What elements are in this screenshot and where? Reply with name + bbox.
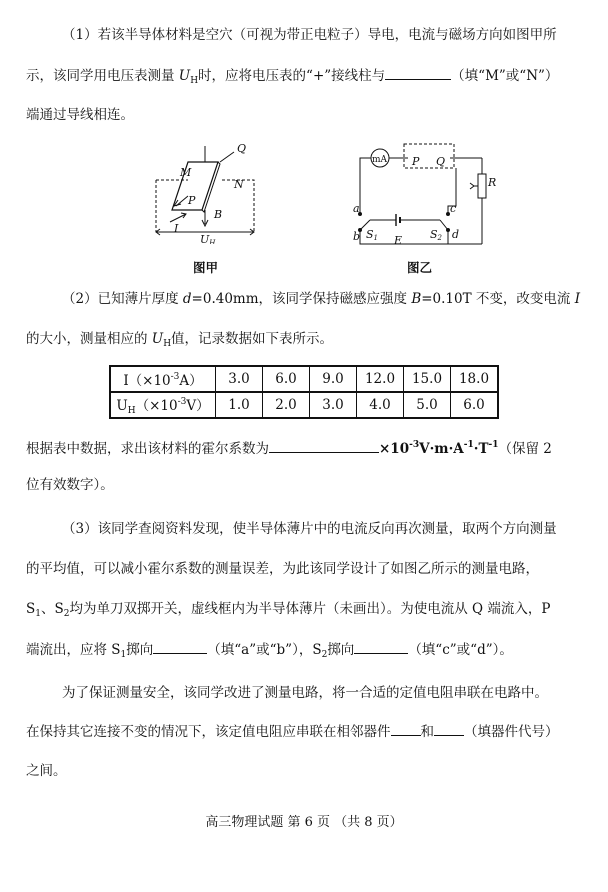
q3-line1: （3）该同学查阅资料发现，使半导体薄片中的电流反向再次测量，取两个方向测量 bbox=[62, 521, 557, 537]
label-b: B bbox=[214, 208, 223, 221]
q3-line5: 为了保证测量安全，该同学改进了测量电路，将一合适的定值电阻串联在电路中。 bbox=[62, 685, 548, 701]
figure-yi-caption: 图乙 bbox=[407, 260, 433, 275]
q1-line2: 示，该同学用电压表测量 $U_H$时，应将电压表的“+”接线柱与 （填“M”或“N”） bbox=[26, 68, 559, 86]
label-q: Q bbox=[237, 142, 247, 155]
q2-line1: （2）已知薄片厚度 d=0.40mm，该同学保持磁感应强度 B=0.10T 不变，改变电流 I bbox=[62, 291, 581, 307]
table-cell: 4.0 bbox=[357, 392, 404, 418]
table-row bbox=[110, 366, 498, 392]
figure-jia bbox=[148, 140, 266, 244]
table-cell: 6.0 bbox=[263, 366, 310, 392]
answer-blank-q2 bbox=[269, 439, 379, 453]
q1-line3: 端通过导线相连。 bbox=[26, 107, 134, 123]
label-s1: S1 bbox=[366, 228, 379, 242]
q3-line7: 之间。 bbox=[26, 763, 67, 779]
table-cell: 2.0 bbox=[263, 392, 310, 418]
answer-blank-q1 bbox=[385, 66, 451, 80]
table-row bbox=[110, 392, 498, 418]
figure-yi bbox=[352, 140, 496, 252]
data-table bbox=[109, 365, 499, 419]
table-cell: 3.0 bbox=[216, 366, 263, 392]
table-cell: 15.0 bbox=[404, 366, 451, 392]
q2-line3: 根据表中数据，求出该材料的霍尔系数为 $\times 10^{-3}V\cdot m\cdot A^{-1}\cdot T^{-1}$（保留 2 bbox=[26, 440, 552, 457]
label-m: M bbox=[180, 166, 192, 179]
q2-line4: 位有效数字）。 bbox=[26, 477, 114, 493]
table-header-cell: $I(\times 10^{-3}A)$ bbox=[110, 366, 216, 392]
label-ma: mA bbox=[372, 155, 388, 165]
label-s2: S2 bbox=[430, 228, 443, 242]
q3-line2: 的平均值，可以减小霍尔系数的测量误差，为此该同学设计了如图乙所示的测量电路， bbox=[26, 561, 539, 577]
label-uh: UH bbox=[200, 233, 216, 244]
label-n: N bbox=[234, 178, 244, 191]
table-header-cell: $U_H(\times 10^{-3}V)$ bbox=[110, 392, 216, 418]
table-cell: 5.0 bbox=[404, 392, 451, 418]
page-footer: 高三物理试题 第 6 页 （共 8 页） bbox=[205, 815, 403, 830]
q3-line6: 在保持其它连接不变的情况下，该定值电阻应串联在相邻器件 和 （填器件代号） bbox=[26, 724, 559, 740]
table-cell: 6.0 bbox=[451, 392, 499, 418]
table-cell: 18.0 bbox=[451, 366, 499, 392]
label-c: c bbox=[450, 202, 457, 215]
label-p2: P bbox=[412, 155, 420, 168]
answer-blank-s2 bbox=[354, 640, 408, 654]
label-e: E bbox=[394, 234, 403, 247]
answer-blank-device2 bbox=[434, 722, 464, 736]
q2-line2: 的大小，测量相应的 $U_H$值，记录数据如下表所示。 bbox=[26, 331, 334, 349]
label-b2: b bbox=[353, 230, 361, 243]
table-cell: 12.0 bbox=[357, 366, 404, 392]
q3-line4: 端流出，应将 $S_1$掷向 （填“a”或“b”），$S_2$掷向 （填“c”或“d”）。 bbox=[26, 642, 513, 660]
q3-line3: $S_1$、$S_2$均为单刀双掷开关，虚线框内为半导体薄片（未画出）。为使电流从 Q 端流入，P bbox=[26, 601, 551, 619]
label-a: a bbox=[353, 202, 360, 215]
figure-jia-caption: 图甲 bbox=[193, 260, 219, 275]
table-cell: 1.0 bbox=[216, 392, 263, 418]
label-p: P bbox=[188, 194, 196, 207]
table-cell: 3.0 bbox=[310, 392, 357, 418]
answer-blank-device1 bbox=[391, 722, 421, 736]
label-r: R bbox=[488, 176, 496, 189]
label-i: I bbox=[174, 222, 179, 235]
q1-line1: （1）若该半导体材料是空穴（可视为带正电粒子）导电，电流与磁场方向如图甲所 bbox=[62, 27, 557, 43]
table-cell: 9.0 bbox=[310, 366, 357, 392]
label-q2: Q bbox=[436, 155, 446, 168]
answer-blank-s1 bbox=[153, 640, 207, 654]
label-d: d bbox=[452, 228, 460, 241]
